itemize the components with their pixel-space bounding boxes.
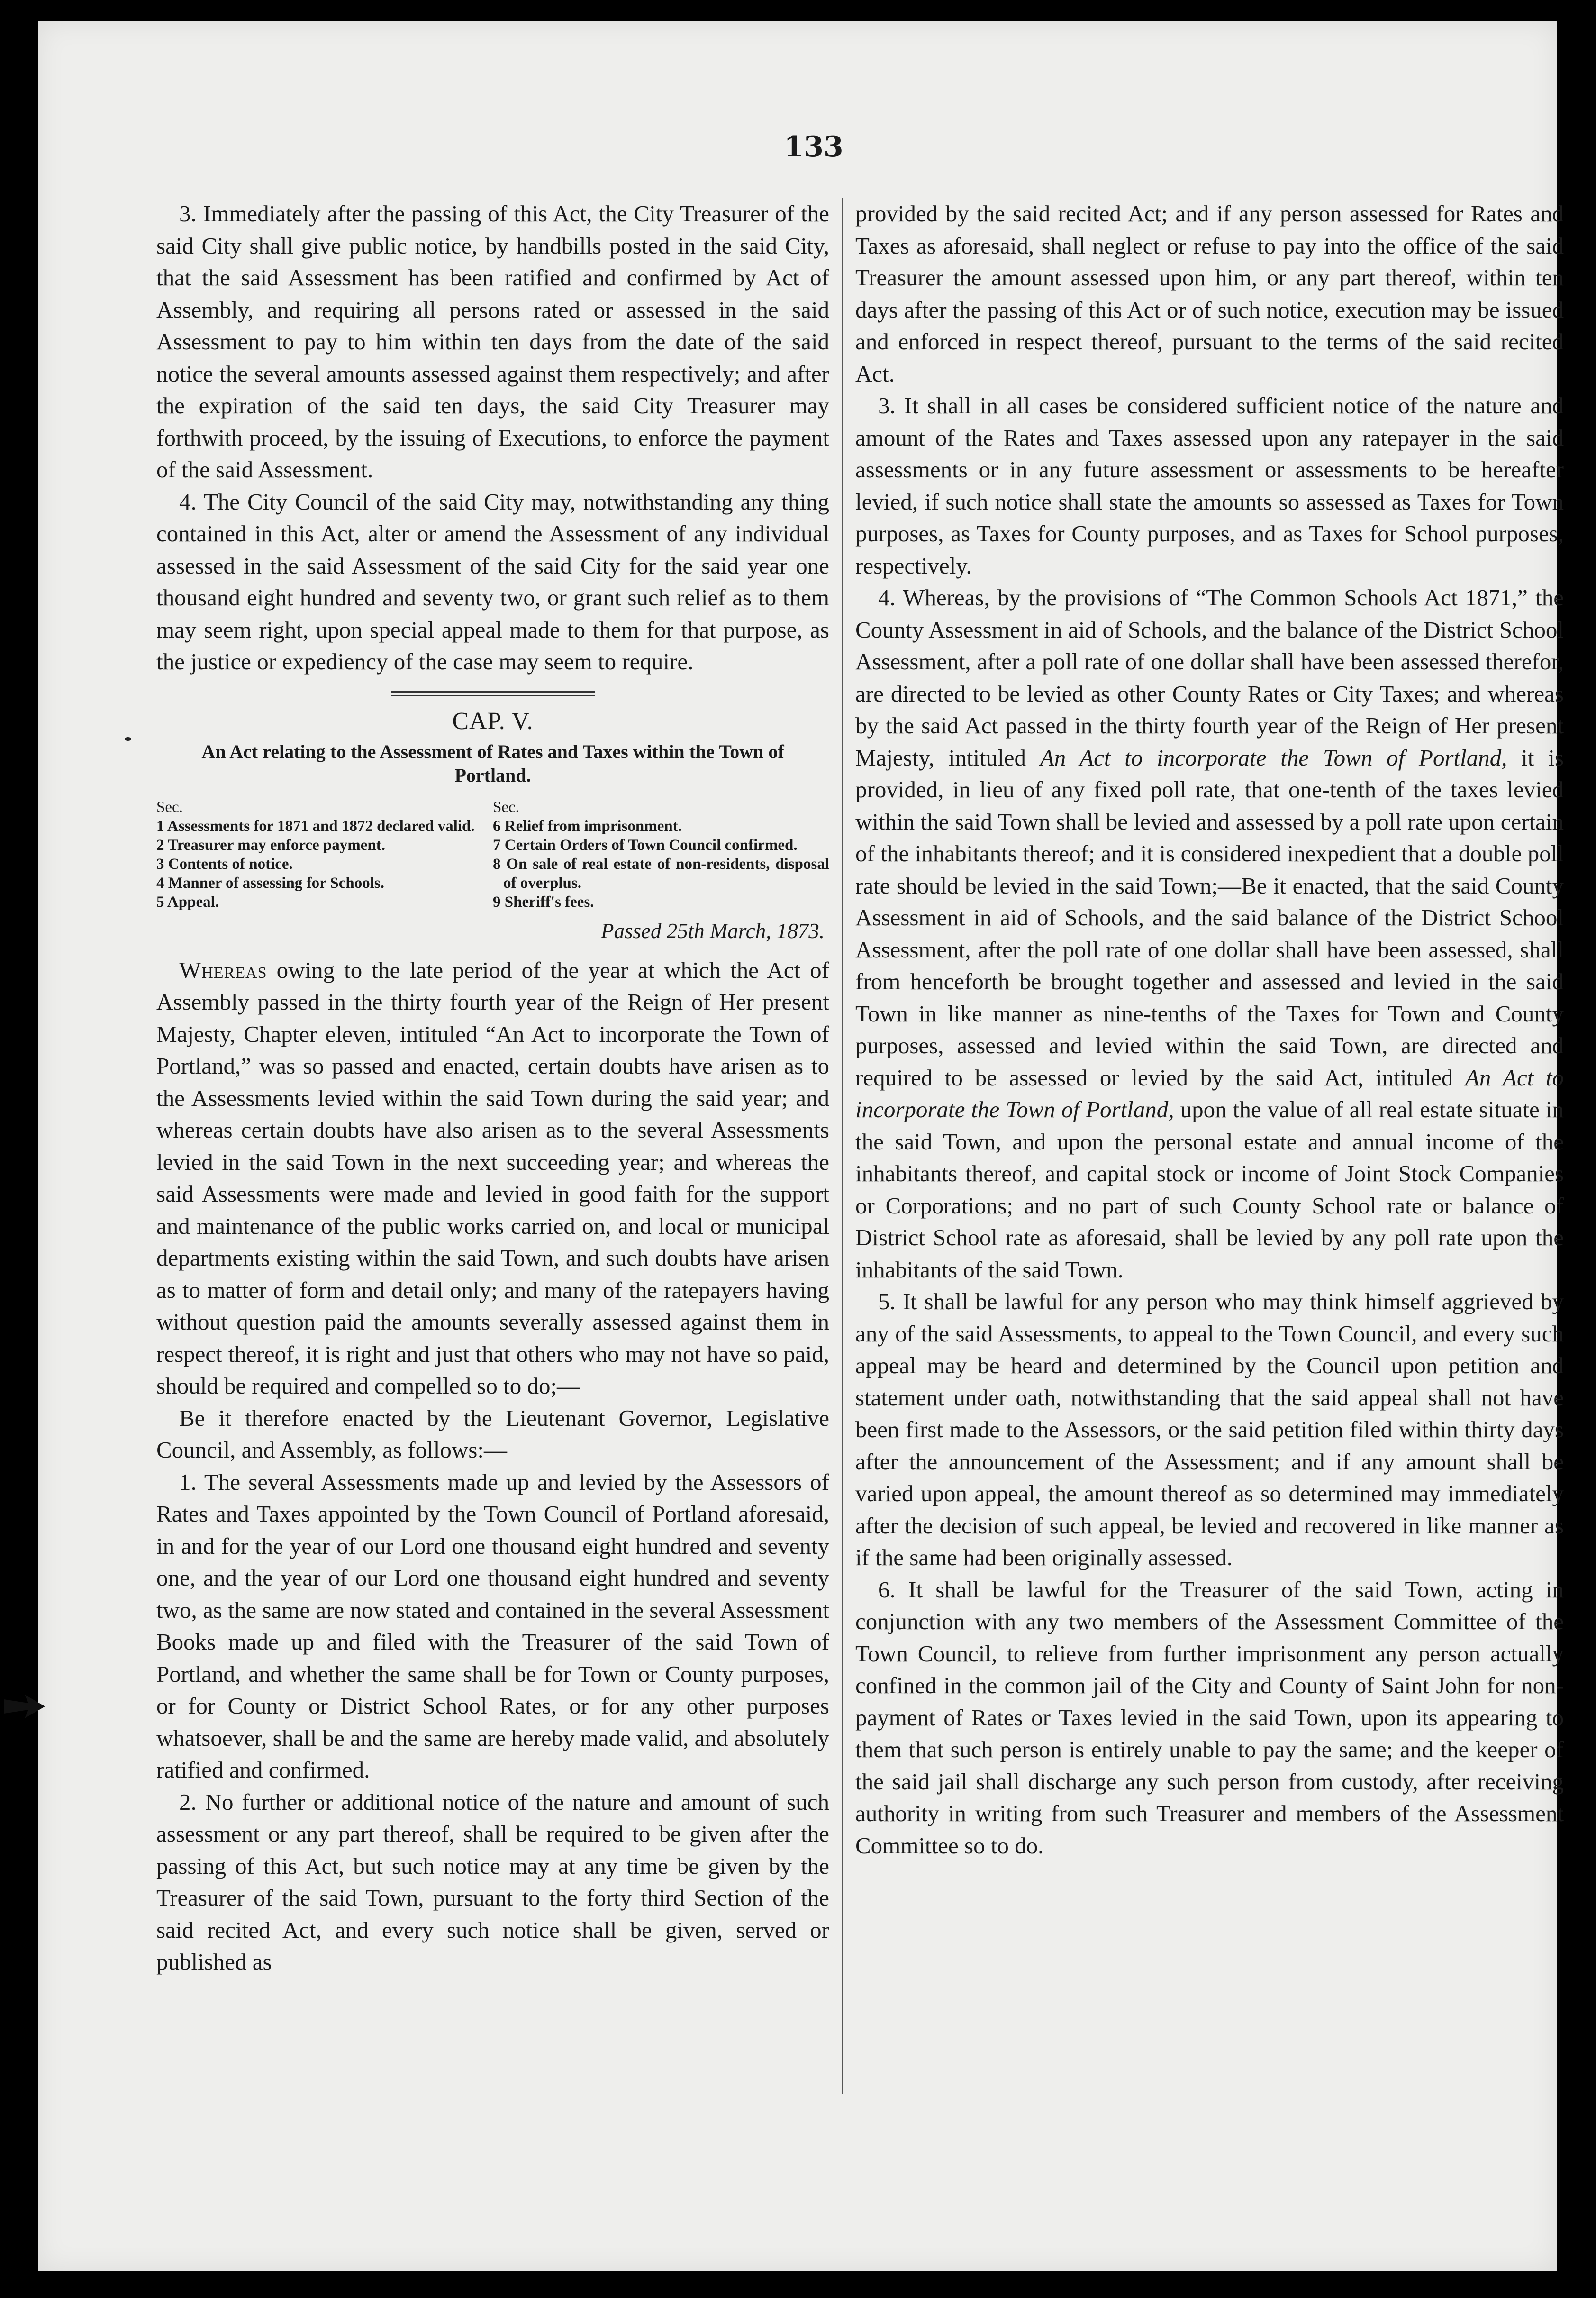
section-2-paragraph: 2. No further or additional notice of the nature and amount of such assessment or any part thereof, shall be required to be given after the passing of this Act, but such notice may at any time be given by the Treasurer of the said Town, pursuant to the forty third Section of the said recited Act, and every such notice shall be given, served or published as: [156, 1788, 829, 1975]
preamble-text: owing to the late period of the year at which the Act of Assembly passed in the thirty fourth year of the Reign of Her present Majesty, Chapter eleven, intituled “An Act to incorporate the Town of Portland,” was so passed and enacted, certain doubts have arisen as to the Assessments levied within the said Town during the said year; and whereas certain doubts have also arisen as to the several Assessments levied in the said Town in the next succeeding year; and whereas the said Assessments were made and levied in good faith for the support and maintenance of the public works carried on, and local or municipal departments existing within the said Town, and such doubts have arisen as to matter of form and detail only; and many of the ratepayers having without question paid the amounts severally assessed against them in respect thereof, it is right and just that others who may not have so paid, should be required and compelled so to do;—: [156, 957, 829, 1399]
section-4-paragraph: 4. The City Council of the said City may, notwithstanding any thing contained in this Act, alter or amend the Assessment of any individual assessed in the said Assessment of the said City for the said year one thousand eight hundred and seventy two, or grant such relief as to them may seem right, upon special appeal made to them for that purpose, as the justice or expediency of the case may seem to require.: [156, 488, 829, 675]
preamble-paragraph: [156, 954, 829, 1402]
summary-item: 5 Appeal.: [156, 894, 219, 911]
section-3-paragraph: 3. Immediately after the passing of this Act, the City Treasurer of the said City shall give public notice, by handbills posted in the said City, that the said Assessment has been ratified and confirmed by Act of Assembly, and requiring all persons rated or assessed in the said Assessment to pay to him within ten days from the date of the said notice the several amounts assessed against them respectively; and after the expiration of the said ten days, the said City Treasurer may forthwith proceed, by the issuing of Executions, to enforce the payment of the said Assessment.: [156, 201, 829, 483]
summary-item: 3 Contents of notice.: [156, 856, 293, 873]
chapter-caption: An Act relating to the Assessment of Rates and Taxes within the Town of Portland.: [201, 741, 784, 786]
column-divider: [842, 198, 843, 2094]
summary-item: 1 Assessments for 1871 and 1872 declared valid.: [156, 818, 475, 835]
passed-date: Passed 25th March, 1873.: [600, 919, 825, 943]
act-title-italic: An Act to incorporate the Town of Portland: [1040, 744, 1502, 771]
left-column: [156, 198, 829, 2122]
pointing-hand-icon: [0, 1685, 47, 1728]
document-page: [38, 21, 1564, 2271]
chapter-title: CAP. V.: [452, 707, 534, 735]
summary-left: [156, 798, 493, 912]
summary-item: 8 On sale of real estate of non-residents, disposal of overplus.: [493, 856, 829, 892]
margin-dot: [125, 737, 131, 741]
section-1-paragraph: 1. The several Assessments made up and levied by the Assessors of Rates and Taxes appointed by the Town Council of Portland aforesaid, in and for the year of our Lord one thousand eight hundred and seventy one, and the year of our Lord one thousand eight hundred and seventy two, as the same are now stated and contained in the several Assessment Books made up and filed with the Treasurer of the said Town of Portland, and whether the same shall be for Town or County purposes, or for County or District School Rates, or for any other purposes whatsoever, shall be and the same are hereby made valid, and absolutely ratified and confirmed.: [156, 1468, 829, 1783]
summary-right: [493, 798, 829, 912]
summary-item: 7 Certain Orders of Town Council confirmed.: [493, 837, 798, 854]
act-title-italic: An Act to incorporate the Town of Portland: [855, 1064, 1564, 1122]
section-5-paragraph: 5. It shall be lawful for any person who may think himself aggrieved by any of the said Assessments, to appeal to the Town Council, and every such appeal may be heard and determined by the Council upon petition and statement under oath, notwithstanding that the said appeal shall not have been first made to the Assessors, or the said petition filed within thirty days after the announcement of the Assessment; and if any amount shall be varied upon appeal, the amount thereof as so determined may immediately after the decision of such appeal, be levied and recovered in like manner as if the same had been originally assessed.: [855, 1288, 1564, 1570]
page-number: 133: [784, 130, 843, 164]
summary-item: 6 Relief from imprisonment.: [493, 818, 682, 835]
section-4-text-b: , it is provided, in lieu of any fixed poll rate, that one-tenth of the taxes levied within the said Town shall be levied and assessed by a poll rate upon certain of the inhabitants thereof; and it is considered inexpedient that a double poll rate should be levied in the said Town;—Be it enacted, that the said County Assessment in aid of Schools, and the said balance of the District School Assessment, after the poll rate of one dollar shall have been assessed, shall from henceforth be brought together and assessed and levied in the said Town in like manner as nine-tenths of the Taxes for Town and County purposes, assessed and levied within the said Town, are directed and required to be assessed or levied by the said Act, intituled: [855, 744, 1564, 1091]
summary-item: 4 Manner of assessing for Schools.: [156, 875, 384, 892]
enacting-clause: Be it therefore enacted by the Lieutenant Governor, Legislative Council, and Assembly, as follows:—: [156, 1404, 829, 1463]
section-summary: [156, 798, 829, 912]
summary-heading: Sec.: [156, 799, 183, 816]
summary-heading: Sec.: [493, 799, 519, 816]
section-4-paragraph: [855, 582, 1564, 1286]
preamble-lead-word: Whereas: [179, 957, 267, 983]
summary-item: 9 Sheriff's fees.: [493, 894, 594, 911]
section-2-continuation: provided by the said recited Act; and if any person assessed for Rates and Taxes as aforesaid, shall neglect or refuse to pay into the office of the said Treasurer the amount assessed upon him, or any part thereof, within ten days after the passing of this Act or of such notice, execution may be issued and enforced in respect thereof, pursuant to the terms of the said recited Act.: [855, 201, 1564, 387]
chapter-rule: [391, 691, 595, 696]
section-3-paragraph: 3. It shall in all cases be considered sufficient notice of the nature and amount of the Rates and Taxes assessed upon any ratepayer in the said assessments or in any future assessment or assessments to be hereafter levied, if such notice shall state the amounts so assessed as Taxes for Town purposes, as Taxes for County purposes, and as Taxes for School purposes, respectively.: [855, 392, 1564, 579]
right-column: [855, 198, 1564, 2122]
section-6-paragraph: 6. It shall be lawful for the Treasurer of the said Town, acting in conjunction with any two members of the Assessment Committee of the Town Council, to relieve from further imprisonment any person actually confined in the common jail of the City and County of Saint John for non-payment of Rates or Taxes levied in the said Town, upon its appearing to them that such person is entirely unable to pay the same; and the keeper of the said jail shall discharge any such person from custody, after receiving authority in writing from such Treasurer and members of the Assessment Committee so to do.: [855, 1576, 1564, 1859]
section-4-text-a: 4. Whereas, by the provisions of “The Common Schools Act 1871,” the County Assessment in aid of Schools, and the balance of the District School Assessment, after a poll rate of one dollar shall have been assessed therefor, are directed to be levied as other County Rates or City Taxes; and whereas by the said Act passed in the thirty fourth year of the Reign of Her present Majesty, intituled: [855, 584, 1564, 771]
section-4-text-c: , upon the value of all real estate situate in the said Town, and upon the personal estate and annual income of the inhabitants thereof, and capital stock or income of Joint Stock Companies or Corporations; and no part of such County School rate or balance of District School rate as aforesaid, shall be levied by any poll rate upon the inhabitants of the said Town.: [855, 1096, 1564, 1283]
summary-item: 2 Treasurer may enforce payment.: [156, 837, 386, 854]
